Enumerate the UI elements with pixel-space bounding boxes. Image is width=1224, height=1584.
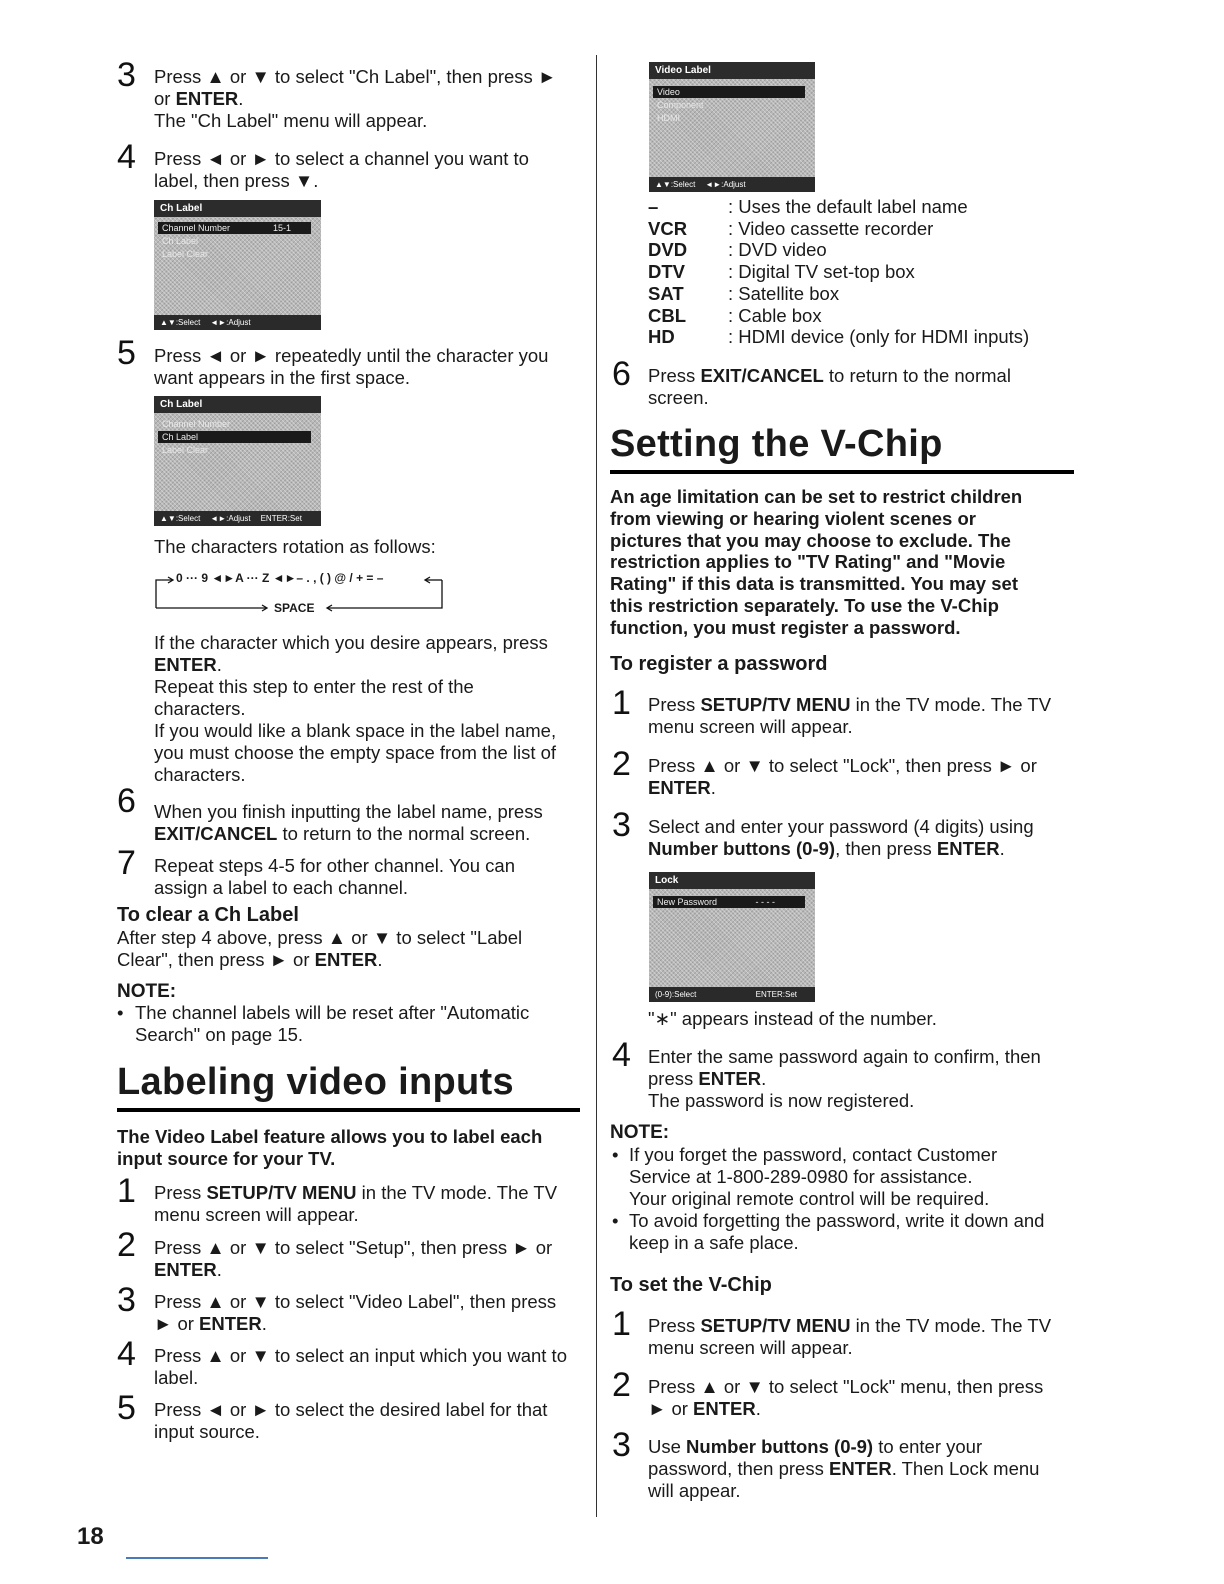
label-desc: : HDMI device (only for HDMI inputs) bbox=[728, 326, 1030, 348]
text-line bbox=[117, 949, 587, 971]
column-divider bbox=[596, 55, 597, 1517]
step-text bbox=[154, 1345, 584, 1389]
menu-row-ch-label: Ch Label bbox=[158, 431, 311, 443]
step-line: Press ▲ or ▼ to select "Lock", then press ► or bbox=[648, 755, 1037, 776]
text-line: After step 4 above, press ▲ or ▼ to select "Label bbox=[117, 927, 523, 948]
step-line: Press ▲ or ▼ to select "Video Label", then press bbox=[154, 1291, 557, 1312]
text-line: function, you must register a password. bbox=[610, 616, 961, 638]
register-password-heading: To register a password bbox=[610, 653, 828, 675]
label-key: DTV bbox=[648, 261, 685, 283]
step-text bbox=[154, 1237, 584, 1281]
step-number: 1 bbox=[117, 1172, 136, 1210]
text: ENTER:Set bbox=[755, 990, 797, 999]
section-title: Setting the V-Chip bbox=[610, 423, 943, 465]
screen-title: Lock bbox=[649, 872, 815, 889]
enter-label: ENTER bbox=[693, 1398, 756, 1419]
step-text bbox=[648, 755, 1078, 799]
step-number: 4 bbox=[612, 1036, 631, 1074]
text: Press bbox=[648, 1315, 701, 1336]
text: Clear", then press ► or bbox=[117, 949, 315, 970]
text: . Then Lock menu bbox=[891, 1458, 1040, 1479]
step-number: 3 bbox=[612, 806, 631, 844]
text-line: this restriction separately. To use the V-Chip bbox=[610, 594, 999, 616]
text: ► or bbox=[648, 1398, 694, 1419]
menu-row-new-password bbox=[653, 896, 805, 908]
label-desc: : DVD video bbox=[728, 239, 827, 261]
screen-title: Ch Label bbox=[154, 200, 321, 217]
enter-label: ENTER bbox=[314, 949, 378, 970]
rotation-arrows-icon bbox=[154, 568, 454, 618]
step-text bbox=[648, 1315, 1078, 1359]
text: (0-9):Select bbox=[655, 990, 697, 999]
text: . bbox=[755, 1398, 761, 1419]
menu-row-ch-label: Ch Label bbox=[162, 236, 199, 246]
step-text bbox=[154, 1399, 584, 1443]
enter-label: ENTER bbox=[936, 838, 1000, 859]
list-item bbox=[648, 196, 1068, 218]
text: in the TV mode. The TV bbox=[850, 694, 1052, 715]
list-item bbox=[648, 305, 1068, 327]
list-item bbox=[648, 326, 1068, 348]
text: . bbox=[999, 838, 1005, 859]
character-rotation-diagram bbox=[154, 568, 454, 618]
label-desc: : Video cassette recorder bbox=[728, 217, 934, 239]
step-line bbox=[154, 88, 584, 110]
enter-label: ENTER bbox=[154, 654, 217, 675]
step-line bbox=[648, 1315, 1078, 1337]
text: to return to the normal bbox=[823, 365, 1011, 386]
step-text bbox=[648, 365, 1078, 409]
step-number: 2 bbox=[117, 1226, 136, 1264]
text: ▲▼:Select bbox=[160, 318, 201, 327]
page-number: 18 bbox=[77, 1523, 104, 1550]
note-heading: NOTE: bbox=[610, 1122, 670, 1143]
menu-row-channel-number bbox=[158, 222, 311, 234]
step-number: 6 bbox=[612, 355, 631, 393]
step-line bbox=[648, 1398, 1078, 1420]
step-line: When you finish inputting the label name, press bbox=[154, 801, 543, 822]
step-line: will appear. bbox=[648, 1480, 741, 1501]
text-line: you must choose the empty space from the list of bbox=[154, 742, 557, 763]
step-line: Enter the same password again to confirm, then bbox=[648, 1046, 1041, 1067]
step-text bbox=[648, 1436, 1078, 1502]
section-intro bbox=[610, 486, 1070, 639]
ch-label-screen bbox=[154, 200, 321, 330]
footer-rule bbox=[126, 1557, 268, 1559]
text: 15-1 bbox=[272, 223, 291, 233]
text-line: characters. bbox=[154, 764, 246, 785]
video-label-screen bbox=[649, 62, 815, 192]
step-line bbox=[648, 365, 1078, 387]
step-number: 2 bbox=[612, 1366, 631, 1404]
section-rule bbox=[610, 470, 1074, 474]
text: Channel Number bbox=[162, 223, 231, 233]
label-desc: : Satellite box bbox=[728, 282, 840, 304]
number-buttons-label: Number buttons (0-9) bbox=[648, 838, 836, 859]
step-line: Press ▲ or ▼ to select "Lock" menu, then press bbox=[648, 1376, 1044, 1397]
text-line: If you forget the password, contact Customer bbox=[629, 1144, 998, 1165]
enter-label: ENTER bbox=[199, 1313, 262, 1334]
text: New Password bbox=[657, 897, 718, 907]
enter-label: ENTER bbox=[175, 88, 239, 109]
step-line: menu screen will appear. bbox=[648, 716, 853, 737]
text: ◄►:Adjust bbox=[210, 514, 251, 523]
menu-row-component: Component bbox=[657, 100, 704, 110]
label-key: – bbox=[648, 196, 659, 217]
text: in the TV mode. The TV bbox=[850, 1315, 1052, 1336]
text: . bbox=[216, 654, 222, 675]
step-line: Press ▲ or ▼ to select an input which you want to bbox=[154, 1345, 567, 1366]
step-line: screen. bbox=[648, 387, 709, 408]
step-text bbox=[154, 801, 584, 845]
screen-footer bbox=[649, 177, 815, 192]
label-desc: : Uses the default label name bbox=[728, 196, 968, 217]
setup-menu-label: SETUP/TV MENU bbox=[206, 1182, 357, 1203]
note-heading: NOTE: bbox=[117, 981, 177, 1002]
text: ► or bbox=[154, 1313, 200, 1334]
step-line: Press ◄ or ► to select a channel you want to bbox=[154, 148, 529, 169]
step-number: 4 bbox=[117, 1335, 136, 1373]
menu-row-video: Video bbox=[653, 86, 805, 98]
text: ◄►:Adjust bbox=[210, 318, 251, 327]
menu-row-label-clear: Label Clear bbox=[162, 445, 209, 455]
label-desc: : Cable box bbox=[728, 304, 822, 326]
step-line: Select and enter your password (4 digits) using bbox=[648, 816, 1034, 837]
text-line: Search" on page 15. bbox=[135, 1024, 304, 1045]
step-line: Press ◄ or ► repeatedly until the character you bbox=[154, 345, 549, 366]
step-number: 6 bbox=[117, 782, 136, 820]
menu-row-channel-number: Channel Number bbox=[162, 419, 231, 429]
step-number: 1 bbox=[612, 1305, 631, 1343]
text: . bbox=[710, 777, 716, 798]
text: Use bbox=[648, 1436, 687, 1457]
text-line: To avoid forgetting the password, write it down and bbox=[629, 1210, 1045, 1231]
text-line: Service at 1-800-289-0980 for assistance. bbox=[629, 1166, 973, 1187]
text-line: Repeat this step to enter the rest of the bbox=[154, 676, 474, 697]
text-line: pictures that you may choose to exclude. The bbox=[610, 529, 1011, 551]
step-number: 5 bbox=[117, 334, 136, 372]
step-number: 2 bbox=[612, 745, 631, 783]
step-line: Repeat steps 4-5 for other channel. You can bbox=[154, 855, 516, 876]
step-line bbox=[648, 1458, 1078, 1480]
label-key: DVD bbox=[648, 239, 688, 261]
setup-menu-label: SETUP/TV MENU bbox=[700, 694, 851, 715]
step-text bbox=[154, 1182, 584, 1226]
list-item bbox=[648, 261, 1068, 283]
text: ▲▼:Select bbox=[655, 180, 696, 189]
step-line: The password is now registered. bbox=[648, 1090, 915, 1111]
step-text bbox=[154, 345, 584, 389]
text: to return to the normal screen. bbox=[277, 823, 531, 844]
text: password, then press bbox=[648, 1458, 829, 1479]
text-line: from viewing or hearing violent scenes or bbox=[610, 507, 976, 529]
step-text bbox=[154, 1291, 584, 1335]
step-number: 4 bbox=[117, 138, 136, 176]
bullet-icon: • bbox=[612, 1144, 619, 1165]
enter-label: ENTER bbox=[648, 777, 711, 798]
text: in the TV mode. The TV bbox=[356, 1182, 558, 1203]
step-number: 1 bbox=[612, 684, 631, 722]
list-item bbox=[648, 283, 1068, 305]
step-line bbox=[154, 1313, 584, 1335]
text: press bbox=[648, 1068, 699, 1089]
paragraph bbox=[154, 632, 584, 786]
text: ◄►:Adjust bbox=[705, 180, 746, 189]
text-line: Rating" if this data is transmitted. You may set bbox=[610, 573, 1018, 595]
bullet-icon: • bbox=[117, 1002, 124, 1023]
star-note: "∗" appears instead of the number. bbox=[648, 1008, 937, 1029]
text: . bbox=[238, 88, 244, 109]
section-title: Labeling video inputs bbox=[117, 1061, 514, 1103]
menu-row-hdmi: HDMI bbox=[657, 113, 680, 123]
step-text bbox=[648, 694, 1078, 738]
step-line: menu screen will appear. bbox=[154, 1204, 359, 1225]
paragraph bbox=[117, 927, 587, 971]
note-text bbox=[629, 1210, 1079, 1254]
step-line: Press ▲ or ▼ to select "Ch Label", then press ► bbox=[154, 66, 557, 87]
clear-ch-label-heading: To clear a Ch Label bbox=[117, 904, 299, 926]
text: . bbox=[261, 1313, 267, 1334]
step-line: want appears in the first space. bbox=[154, 367, 411, 388]
rotation-intro: The characters rotation as follows: bbox=[154, 536, 436, 557]
enter-label: ENTER bbox=[154, 1259, 217, 1280]
step-line: input source. bbox=[154, 1421, 260, 1442]
screen-title: Ch Label bbox=[154, 396, 321, 413]
step-number: 5 bbox=[117, 1389, 136, 1427]
bullet-icon: • bbox=[612, 1210, 619, 1231]
text: . bbox=[761, 1068, 767, 1089]
step-line: label. bbox=[154, 1367, 199, 1388]
text: ENTER:Set bbox=[260, 514, 302, 523]
section-intro bbox=[117, 1126, 587, 1170]
step-text bbox=[648, 816, 1078, 860]
exit-cancel-label: EXIT/CANCEL bbox=[700, 365, 824, 386]
step-line bbox=[154, 823, 584, 845]
text: . bbox=[216, 1259, 222, 1280]
text-line: input source for your TV. bbox=[117, 1148, 336, 1169]
text-line: If you would like a blank space in the label name, bbox=[154, 720, 557, 741]
step-line bbox=[648, 777, 1078, 799]
text-line: Your original remote control will be required. bbox=[629, 1188, 990, 1209]
screen-footer bbox=[154, 315, 321, 330]
ch-label-screen bbox=[154, 396, 321, 526]
enter-label: ENTER bbox=[698, 1068, 762, 1089]
text: - - - - bbox=[755, 897, 775, 907]
step-text bbox=[648, 1046, 1078, 1112]
enter-label: ENTER bbox=[828, 1458, 892, 1479]
number-buttons-label: Number buttons (0-9) bbox=[686, 1436, 874, 1457]
screen-footer bbox=[649, 987, 815, 1002]
list-item bbox=[648, 239, 1068, 261]
label-key: VCR bbox=[648, 217, 688, 239]
step-number: 3 bbox=[612, 1426, 631, 1464]
screen-title: Video Label bbox=[649, 62, 815, 79]
text-line: characters. bbox=[154, 698, 246, 719]
step-number: 7 bbox=[117, 844, 136, 882]
step-line: Press ▲ or ▼ to select "Setup", then press ► or bbox=[154, 1237, 553, 1258]
step-line: menu screen will appear. bbox=[648, 1337, 853, 1358]
step-text bbox=[154, 66, 584, 132]
rotation-space: SPACE bbox=[274, 601, 315, 615]
step-line bbox=[648, 1068, 1078, 1090]
text: Press bbox=[648, 365, 701, 386]
step-line: The "Ch Label" menu will appear. bbox=[154, 110, 428, 131]
menu-row-label-clear: Label Clear bbox=[162, 249, 209, 259]
lock-screen bbox=[649, 872, 815, 1002]
text-line: keep in a safe place. bbox=[629, 1232, 799, 1253]
text: Press bbox=[648, 694, 701, 715]
text: ▲▼:Select bbox=[160, 514, 201, 523]
text-line bbox=[154, 654, 584, 676]
label-desc: : Digital TV set-top box bbox=[728, 261, 915, 283]
exit-cancel-label: EXIT/CANCEL bbox=[154, 823, 278, 844]
label-key: CBL bbox=[648, 304, 687, 326]
text-line: The Video Label feature allows you to label each bbox=[117, 1126, 543, 1147]
text: Press bbox=[154, 1182, 207, 1203]
step-number: 3 bbox=[117, 1281, 136, 1319]
text: , then press bbox=[835, 838, 937, 859]
label-key: HD bbox=[648, 326, 675, 348]
step-text bbox=[154, 855, 584, 899]
step-text bbox=[648, 1376, 1078, 1420]
text: to enter your bbox=[873, 1436, 983, 1457]
section-rule bbox=[117, 1108, 580, 1112]
text-line: The channel labels will be reset after "Automatic bbox=[135, 1002, 530, 1023]
set-vchip-heading: To set the V-Chip bbox=[610, 1274, 772, 1296]
step-line bbox=[648, 694, 1078, 716]
step-line bbox=[648, 1436, 1078, 1458]
rotation-sequence: 0 ··· 9 ◄►A ··· Z ◄►– . , ( ) @ / + = – bbox=[176, 571, 384, 585]
text-line: If the character which you desire appears, press bbox=[154, 632, 548, 653]
text: . bbox=[377, 949, 383, 970]
text: or bbox=[154, 88, 176, 109]
step-line: assign a label to each channel. bbox=[154, 877, 409, 898]
list-item bbox=[648, 218, 1068, 240]
step-number: 3 bbox=[117, 56, 136, 94]
screen-footer bbox=[154, 511, 321, 526]
step-text bbox=[154, 148, 584, 192]
step-line: label, then press ▼. bbox=[154, 170, 319, 191]
label-key: SAT bbox=[648, 282, 684, 304]
step-line: Press ◄ or ► to select the desired label for that bbox=[154, 1399, 548, 1420]
text-line: An age limitation can be set to restrict children bbox=[610, 486, 1023, 507]
note-text bbox=[629, 1144, 1079, 1210]
setup-menu-label: SETUP/TV MENU bbox=[700, 1315, 851, 1336]
step-line bbox=[648, 838, 1078, 860]
note-text bbox=[135, 1002, 585, 1046]
text-line: restriction applies to "TV Rating" and "Movie bbox=[610, 551, 1006, 573]
step-line bbox=[154, 1182, 584, 1204]
step-line bbox=[154, 1259, 584, 1281]
